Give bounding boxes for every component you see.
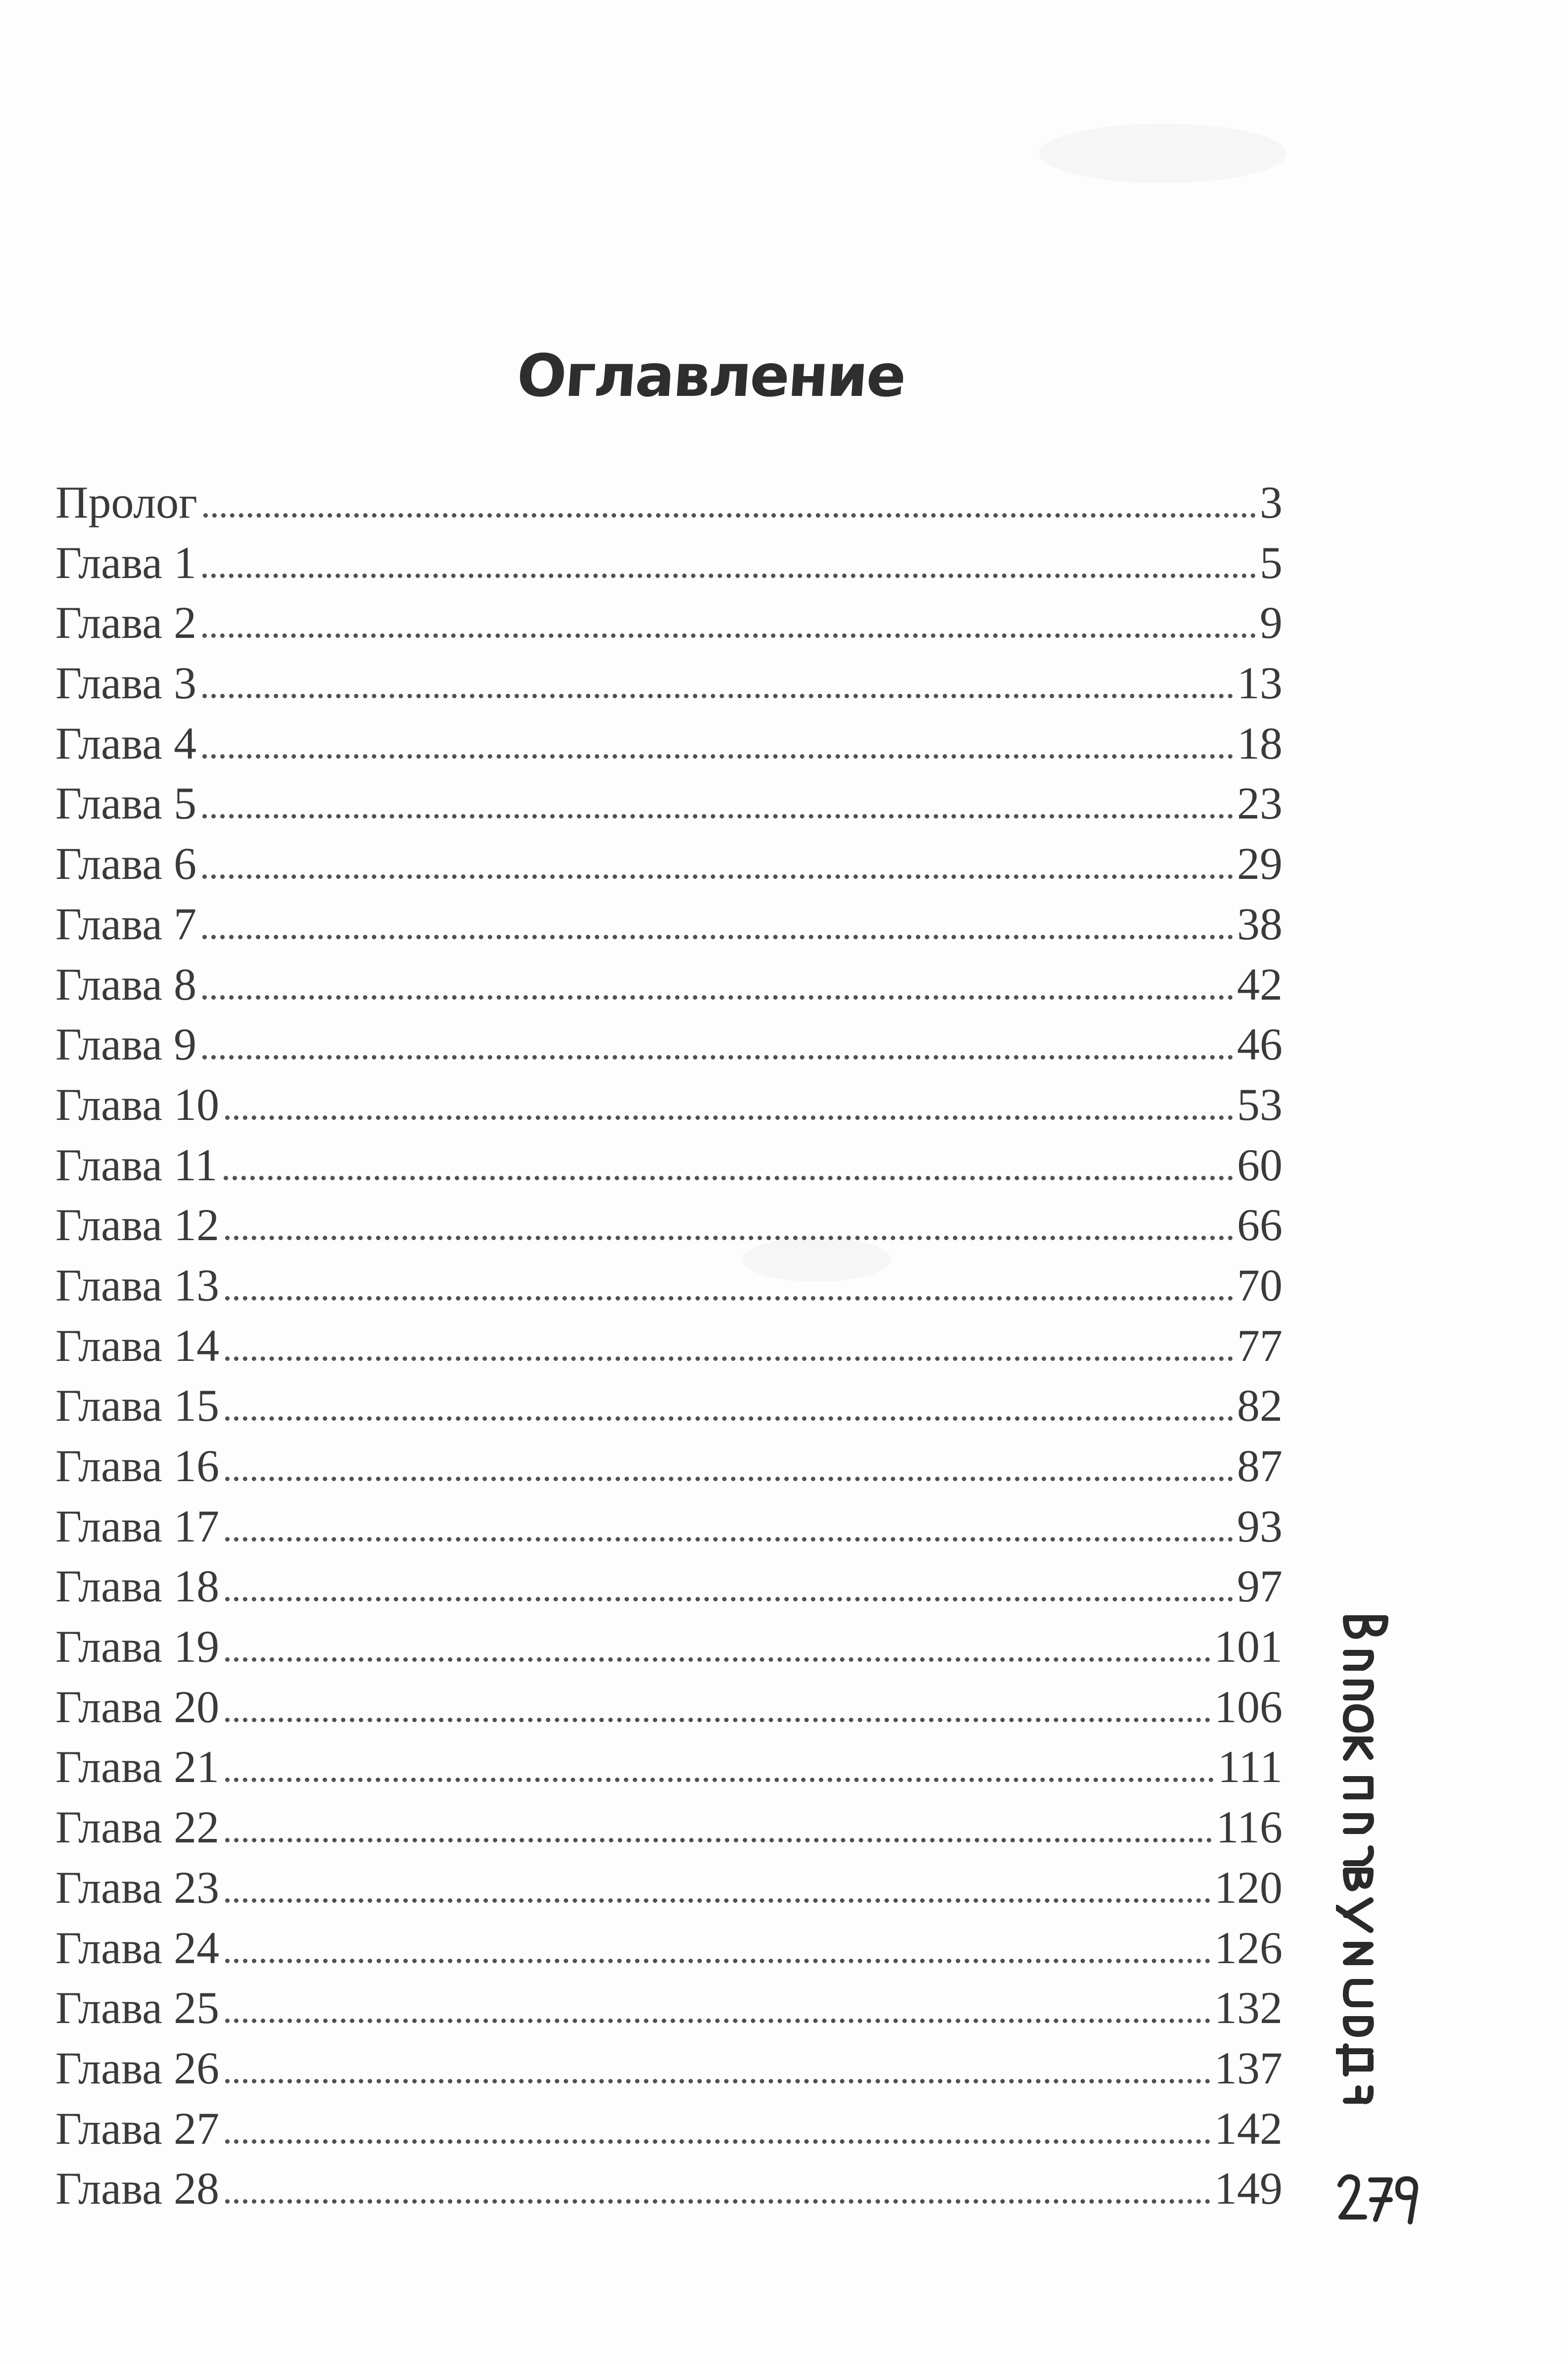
dot-leader	[225, 1596, 1233, 1601]
toc-entry	[55, 1376, 1283, 1436]
toc-entry-page: 126	[1214, 1922, 1283, 1973]
page-title: Оглавление	[515, 341, 907, 410]
dot-leader	[225, 2018, 1210, 2023]
toc-entry-label: Глава 7	[55, 898, 197, 949]
dot-leader	[225, 1537, 1233, 1542]
dot-leader	[225, 1657, 1210, 1662]
toc-entry	[55, 1195, 1283, 1255]
toc-entry-label: Глава 15	[55, 1380, 220, 1431]
toc-entry	[55, 1316, 1283, 1376]
toc-entry	[55, 1918, 1283, 1978]
page-number	[1336, 2170, 1420, 2224]
toc-entry-page: 70	[1237, 1259, 1283, 1310]
toc-entry-label: Глава 23	[55, 1862, 220, 1913]
toc-entry-page: 60	[1237, 1139, 1283, 1190]
toc-entry	[55, 1135, 1283, 1196]
toc-entry-page: 77	[1237, 1320, 1283, 1371]
toc-entry	[55, 653, 1283, 714]
dot-leader	[225, 1898, 1210, 1903]
side-handwritten-title	[1336, 1613, 1400, 2108]
toc-entry-label: Глава 1	[55, 537, 197, 588]
dot-leader	[225, 1416, 1233, 1421]
dot-leader	[225, 2078, 1210, 2083]
toc-entry-page: 18	[1237, 718, 1283, 769]
paper-smudge	[1039, 124, 1286, 183]
toc-entry-page: 101	[1214, 1621, 1283, 1672]
toc-entry	[55, 1014, 1283, 1075]
toc-entry-page: 106	[1214, 1681, 1283, 1732]
toc-entry-label: Глава 2	[55, 597, 197, 648]
toc-entry-page: 46	[1237, 1019, 1283, 1070]
toc-entry	[55, 773, 1283, 834]
toc-entry	[55, 714, 1283, 774]
toc-entry-page: 5	[1260, 537, 1283, 588]
toc-entry-page: 9	[1260, 597, 1283, 648]
toc-entry-page: 38	[1237, 898, 1283, 949]
dot-leader	[225, 1958, 1210, 1963]
toc-entry	[55, 473, 1283, 533]
toc-entry-page: 66	[1237, 1200, 1283, 1251]
dot-leader	[202, 1055, 1233, 1060]
toc-entry-label: Глава 4	[55, 718, 197, 769]
dot-leader	[225, 1296, 1233, 1301]
toc-entry-label: Глава 19	[55, 1621, 220, 1672]
toc-entry-label: Глава 10	[55, 1079, 220, 1130]
toc-entry-label: Глава 11	[55, 1139, 218, 1190]
toc-entry-label: Глава 6	[55, 838, 197, 889]
toc-entry-label: Глава 12	[55, 1200, 220, 1251]
dot-leader	[225, 2139, 1210, 2144]
toc-entry	[55, 2038, 1283, 2099]
toc-entry-label: Глава 13	[55, 1259, 220, 1310]
dot-leader	[225, 1837, 1212, 1842]
dot-leader	[225, 1777, 1214, 1782]
toc-entry-label: Глава 9	[55, 1019, 197, 1070]
toc-entry	[55, 1858, 1283, 1918]
dot-leader	[225, 1115, 1233, 1120]
toc-entry-label: Глава 22	[55, 1802, 220, 1853]
toc-entry	[55, 955, 1283, 1015]
toc-entry-label: Глава 18	[55, 1561, 220, 1612]
toc-entry	[55, 1737, 1283, 1797]
table-of-contents	[55, 473, 1283, 2219]
dot-leader	[202, 995, 1233, 1000]
toc-entry-label: Глава 16	[55, 1441, 220, 1491]
toc-entry-page: 149	[1214, 2163, 1283, 2214]
toc-entry	[55, 2099, 1283, 2159]
toc-entry-page: 53	[1237, 1079, 1283, 1130]
toc-entry	[55, 1496, 1283, 1557]
toc-entry	[55, 1978, 1283, 2038]
dot-leader	[202, 754, 1233, 759]
dot-leader	[225, 1356, 1233, 1361]
toc-entry-page: 29	[1237, 838, 1283, 889]
toc-entry-label: Глава 28	[55, 2163, 220, 2214]
dot-leader	[225, 1717, 1210, 1722]
toc-entry-label: Глава 21	[55, 1741, 220, 1792]
toc-entry	[55, 894, 1283, 955]
toc-entry	[55, 593, 1283, 653]
toc-entry-page: 142	[1214, 2103, 1283, 2154]
toc-entry-page: 132	[1214, 1982, 1283, 2033]
toc-entry-page: 3	[1260, 477, 1283, 528]
toc-entry-label: Глава 25	[55, 1982, 220, 2033]
toc-entry-page: 120	[1214, 1862, 1283, 1913]
dot-leader	[202, 934, 1233, 939]
toc-entry	[55, 533, 1283, 593]
toc-entry	[55, 834, 1283, 894]
toc-entry-label: Глава 26	[55, 2042, 220, 2093]
toc-entry-page: 97	[1237, 1561, 1283, 1612]
toc-entry-page: 23	[1237, 778, 1283, 829]
dot-leader	[203, 513, 1256, 518]
toc-entry-label: Глава 20	[55, 1681, 220, 1732]
toc-entry	[55, 1255, 1283, 1316]
dot-leader	[225, 2199, 1210, 2204]
toc-entry-page: 13	[1237, 658, 1283, 709]
dot-leader	[202, 693, 1233, 698]
toc-entry-page: 42	[1237, 959, 1283, 1010]
toc-entry-page: 116	[1216, 1802, 1283, 1853]
toc-entry	[55, 2159, 1283, 2219]
toc-entry-label: Глава 17	[55, 1500, 220, 1551]
dot-leader	[225, 1235, 1233, 1240]
toc-entry	[55, 1436, 1283, 1496]
dot-leader	[202, 633, 1256, 638]
toc-entry-label: Глава 27	[55, 2103, 220, 2154]
toc-entry-label: Пролог	[55, 477, 197, 528]
dot-leader	[202, 874, 1233, 879]
toc-entry	[55, 1617, 1283, 1677]
toc-entry-page: 137	[1214, 2042, 1283, 2093]
handwritten-title-drawing	[1336, 1613, 1400, 2108]
dot-leader	[202, 814, 1233, 819]
toc-entry	[55, 1677, 1283, 1737]
handwritten-folio-drawing	[1336, 2170, 1420, 2224]
toc-entry-page: 82	[1237, 1380, 1283, 1431]
toc-entry-page: 111	[1217, 1741, 1283, 1792]
toc-entry-label: Глава 8	[55, 959, 197, 1010]
toc-entry	[55, 1556, 1283, 1617]
toc-entry-page: 93	[1237, 1500, 1283, 1551]
toc-entry-label: Глава 24	[55, 1922, 220, 1973]
toc-entry	[55, 1075, 1283, 1135]
dot-leader	[225, 1476, 1233, 1481]
dot-leader	[202, 573, 1256, 578]
toc-entry-label: Глава 14	[55, 1320, 220, 1371]
toc-entry-page: 87	[1237, 1441, 1283, 1491]
dot-leader	[224, 1175, 1233, 1180]
toc-entry-label: Глава 3	[55, 658, 197, 709]
toc-entry	[55, 1797, 1283, 1858]
toc-entry-label: Глава 5	[55, 778, 197, 829]
